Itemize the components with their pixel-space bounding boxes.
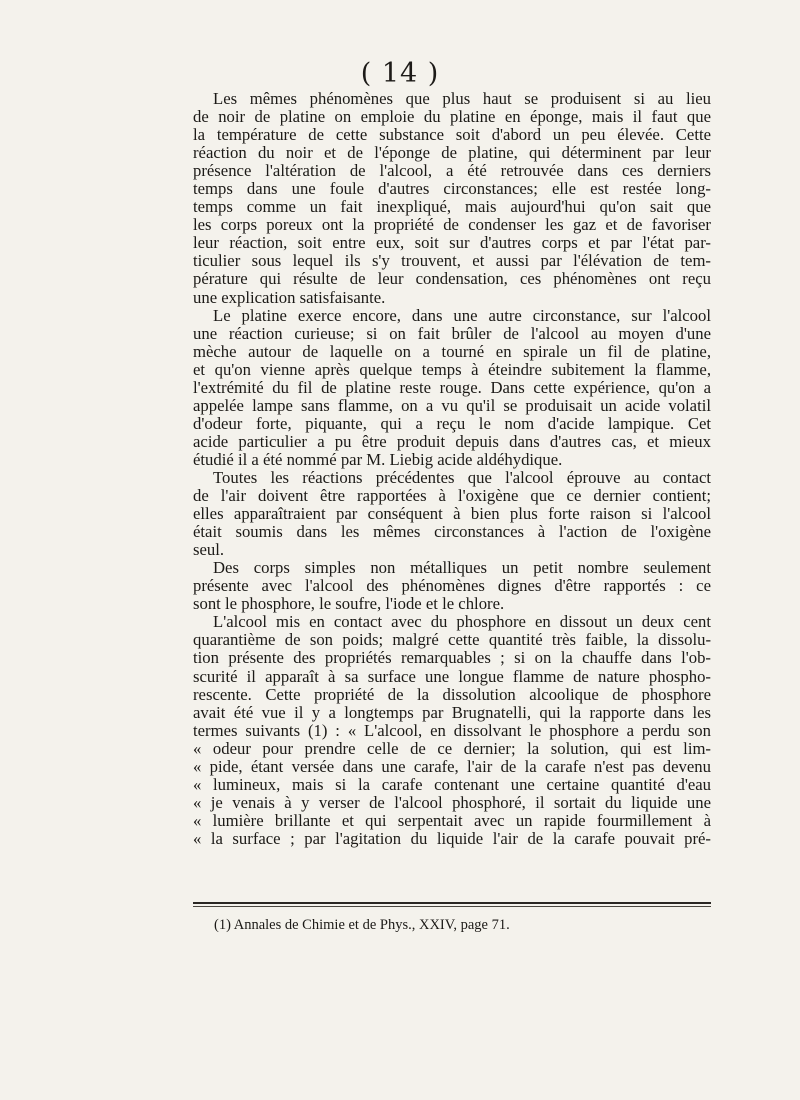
text-line: seul. <box>193 540 225 560</box>
text-line: les corps poreux ont la propriété de condenser les gaz et de favoriser <box>193 215 711 235</box>
text-line: Le platine exerce encore, dans une autre circonstance, sur l'alcool <box>213 305 711 325</box>
text-line: « pide, étant versée dans une carafe, l'air de la carafe n'est pas devenu <box>193 756 711 776</box>
text-line: pérature qui résulte de leur condensation, ces phénomènes ont reçu <box>193 269 711 289</box>
text-line: appelée lampe sans flamme, on a vu qu'il se produisait un acide volatil <box>193 395 711 415</box>
text-line: de noir de platine on emploie du platine en éponge, mais il faut que <box>193 107 711 127</box>
text-line: et qu'on vienne après quelque temps à éteindre subitement la flamme, <box>193 359 711 379</box>
text-line: Des corps simples non métalliques un petit nombre seulement <box>213 558 711 578</box>
text-line: était soumis dans les mêmes circonstances à l'action de l'oxigène <box>193 522 711 542</box>
text-line: d'odeur forte, piquante, qui a reçu le nom d'acide lampique. Cet <box>193 413 711 433</box>
text-line: sont le phosphore, le soufre, l'iode et le chlore. <box>193 594 505 614</box>
text-line: quarantième de son poids; malgré cette quantité très faible, la dissolu- <box>193 630 711 650</box>
text-line: une explication satisfaisante. <box>193 287 386 307</box>
text-line: leur réaction, soit entre eux, soit sur d'autres corps et par l'état par- <box>193 233 711 253</box>
page-number: ( 14 ) <box>360 58 440 89</box>
text-line: une réaction curieuse; si on fait brûler de l'alcool au moyen d'une <box>193 323 711 343</box>
footnote-separator <box>193 902 711 904</box>
text-line: mèche autour de laquelle on a tourné en spirale un fil de platine, <box>193 341 711 361</box>
text-line: temps dans une foule d'autres circonstances; elle est restée long- <box>193 179 711 199</box>
text-line: avait été vue il y a longtemps par Brugnatelli, qui la rapporte dans les <box>193 702 711 722</box>
text-line: ticulier sous lequel ils s'y trouvent, et aussi par l'élévation de tem- <box>193 251 711 271</box>
text-line: termes suivants (1) : « L'alcool, en dissolvant le phosphore a perdu son <box>193 720 711 740</box>
text-line: présence l'altération de l'alcool, a été retrouvée dans ces derniers <box>193 161 711 181</box>
text-line: « la surface ; par l'agitation du liquide l'air de la carafe pouvait pré- <box>193 828 711 848</box>
text-line: tion présente des propriétés remarquables ; si on la chauffe dans l'ob- <box>193 648 711 668</box>
text-line: la température de cette substance soit d'abord un peu élevée. Cette <box>193 125 711 145</box>
text-line: « je venais à y verser de l'alcool phosphoré, il sortait du liquide une <box>193 792 711 812</box>
footnote-separator-thin <box>193 906 711 907</box>
text-line: Les mêmes phénomènes que plus haut se produisent si au lieu <box>213 89 711 108</box>
text-line: scurité il apparaît à sa surface une longue flamme de nature phospho- <box>193 666 711 686</box>
text-line: « odeur pour prendre celle de ce dernier; la solution, qui est lim- <box>193 738 711 758</box>
text-line: « lumière brillante et qui serpentait avec un rapide fourmillement à <box>193 810 711 830</box>
text-line: « lumineux, mais si la carafe contenant une certaine quantité d'eau <box>193 774 711 794</box>
text-line: réaction du noir et de l'éponge de platine, qui déterminent par leur <box>193 143 711 163</box>
text-line: acide particulier a pu être produit depuis dans d'autres cas, et mieux <box>193 431 711 451</box>
body-text <box>193 90 711 848</box>
text-line: elles apparaîtraient par conséquent à bien plus forte raison si l'alcool <box>193 504 711 524</box>
text-line: présente avec l'alcool des phénomènes dignes d'être rapportés : ce <box>193 576 711 596</box>
text-line: étudié il a été nommé par M. Liebig acide aldéhydique. <box>193 449 563 469</box>
text-line: Toutes les réactions précédentes que l'alcool éprouve au contact <box>213 467 711 487</box>
footnote: (1) Annales de Chimie et de Phys., XXIV, page 71. <box>214 917 510 933</box>
text-line: l'extrémité du fil de platine reste rouge. Dans cette expérience, qu'on a <box>193 377 711 397</box>
text-line: rescente. Cette propriété de la dissolution alcoolique de phosphore <box>193 684 711 704</box>
text-line: L'alcool mis en contact avec du phosphore en dissout un deux cent <box>213 612 711 632</box>
text-line: de l'air doivent être rapportées à l'oxigène que ce dernier contient; <box>193 486 711 506</box>
text-line: temps comme un fait inexpliqué, mais aujourd'hui qu'on sait que <box>193 197 711 217</box>
